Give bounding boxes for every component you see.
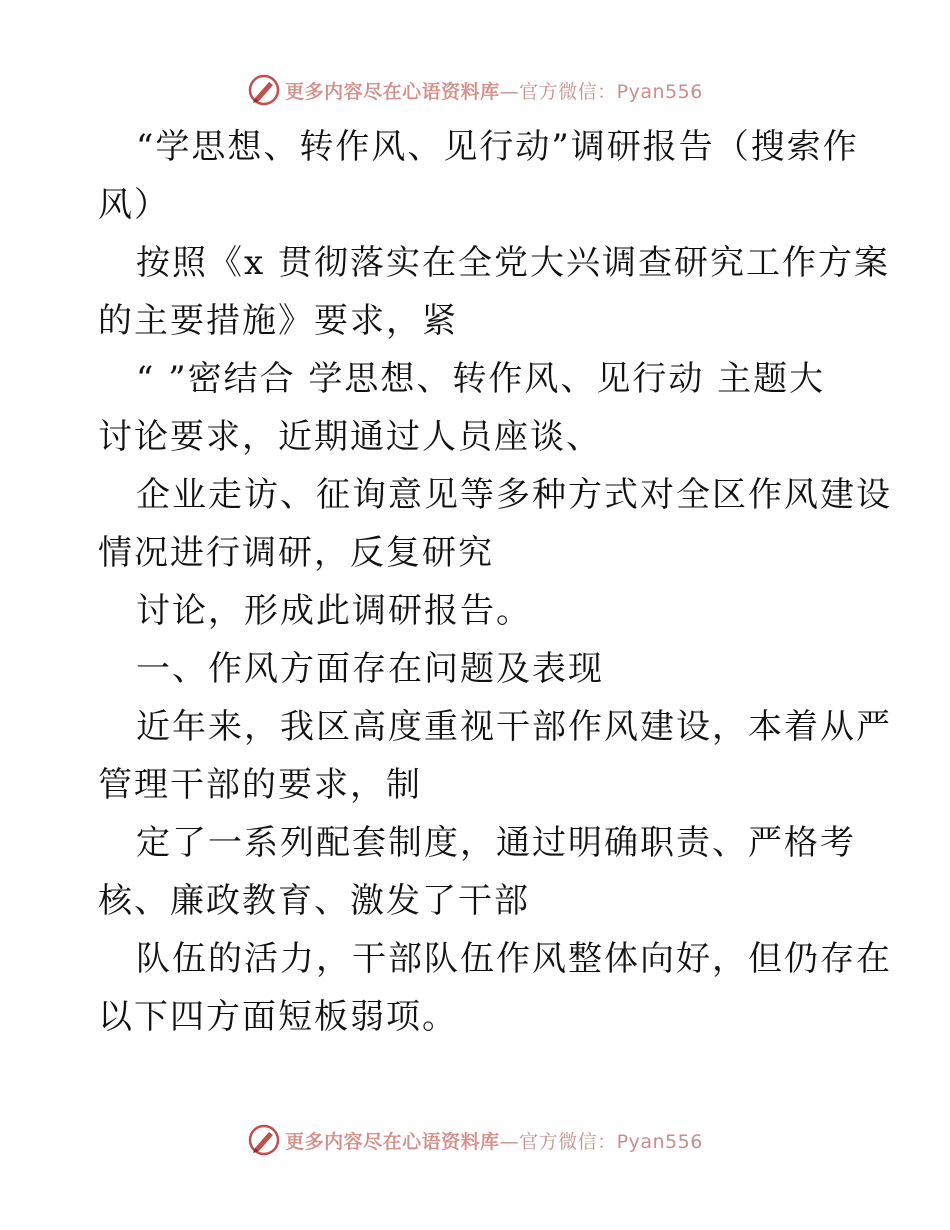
text-line: 核、廉政教育、激发了干部 (98, 881, 530, 921)
pen-logo-icon (247, 73, 281, 107)
pen-logo-icon (247, 1123, 281, 1157)
text-line: 按照《x 贯彻落实在全党大兴调查研究工作方案 (136, 243, 890, 283)
text-line: “学思想、转作风、见行动”调研报告（搜索作 (136, 127, 859, 167)
text-line: 定了一系列配套制度，通过明确职责、严格考 (136, 823, 856, 863)
text-line: 一、作风方面存在问题及表现 (136, 649, 604, 689)
text-line: 讨论要求，近期通过人员座谈、 (98, 417, 602, 457)
text-line: 以下四方面短板弱项。 (98, 997, 458, 1037)
text-line: 的主要措施》要求，紧 (98, 301, 458, 341)
text-line: 队伍的活力，干部队伍作风整体向好，但仍存在 (136, 939, 892, 979)
text-line: 管理干部的要求，制 (98, 765, 422, 805)
document-body (98, 118, 892, 1046)
footer-watermark (0, 1120, 950, 1160)
text-line: 企业走访、征询意见等多种方式对全区作风建设 (136, 475, 892, 515)
text-line: 近年来，我区高度重视干部作风建设，本着从严 (136, 707, 892, 747)
watermark-text: 更多内容尽在心语资料库—官方微信：Pyan556 (285, 1130, 703, 1153)
header-watermark (0, 70, 950, 110)
text-line: “ ”密结合 学思想、转作风、见行动 主题大 (136, 359, 826, 399)
text-line: 情况进行调研，反复研究 (98, 533, 494, 573)
text-line: 风） (98, 185, 170, 225)
text-line: 讨论，形成此调研报告。 (136, 591, 532, 631)
watermark-text: 更多内容尽在心语资料库—官方微信：Pyan556 (285, 80, 703, 103)
